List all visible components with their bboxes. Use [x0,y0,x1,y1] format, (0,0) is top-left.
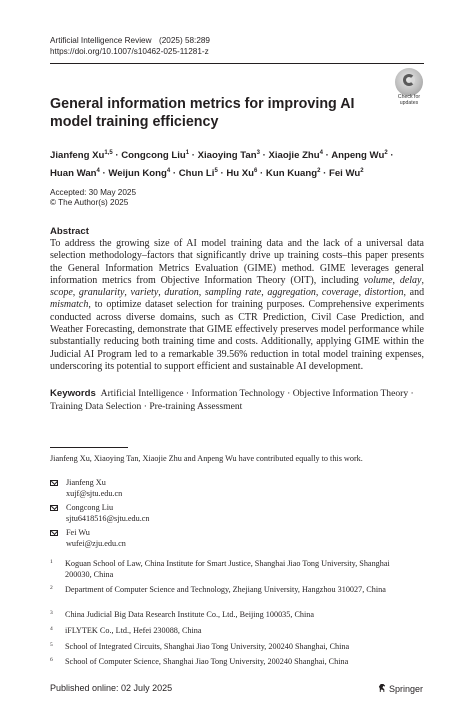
author-name[interactable]: Anpeng Wu [331,150,385,162]
author-name[interactable]: Hu Xu [226,167,255,179]
affiliation-number: 5 [50,642,53,648]
author-name[interactable]: Kun Kuang [265,167,318,179]
affiliation-number: 1 [50,559,53,565]
keyword[interactable]: Information Technology [191,388,285,399]
envelope-icon [50,505,58,511]
corresponding-author-email[interactable]: sjtu6418516@sjtu.edu.cn [66,514,150,523]
abstract-metric-term: aggregation [267,287,316,299]
journal-name: Artificial Intelligence Review [50,36,152,45]
author-name[interactable]: Congcong Liu [121,150,186,162]
published-date: Published online: 02 July 2025 [50,683,173,693]
author-affiliation-ref: 4 [319,150,324,156]
envelope-icon [50,480,58,486]
corresponding-author-email[interactable]: xujf@sjtu.edu.cn [66,489,123,498]
abstract-metric-term: distortion [364,287,404,299]
abstract-metric-term: volume [363,274,393,286]
affiliation-text: School of Computer Science, Shanghai Jiao Tong University, 200240 Shanghai, China [65,657,349,666]
author-name[interactable]: Jianfeng Xu [50,150,105,162]
affiliation-text: China Judicial Big Data Research Institute Co., Ltd., Beijing 100035, China [65,610,314,619]
author-affiliation-ref: 1 [185,150,190,156]
corresponding-author [50,502,250,524]
author-name[interactable]: Weijun Kong [108,167,167,179]
journal-volume: (2025) 58:289 [159,36,210,45]
author-affiliation-ref: 4 [166,167,171,174]
keyword[interactable]: Objective Information Theory [292,388,409,399]
abstract-metric-term: scope [50,287,73,299]
author-name[interactable]: Fei Wu [328,167,361,179]
corresponding-author-name: Fei Wu [66,528,90,537]
affiliation-number: 6 [50,657,53,663]
abstract-metric-term: mismatch [50,299,89,311]
article-meta [50,188,136,209]
publisher [378,683,423,694]
badge-line-2: updates [399,99,419,106]
affiliation-text: Department of Computer Science and Technology, Zhejiang University, Hangzhou 310027, China [65,585,386,594]
author-affiliation-ref: 2 [360,167,364,174]
envelope-icon [50,530,58,536]
footnote-rule [50,447,128,448]
author-affiliation-ref: 2 [384,150,388,156]
author-affiliation-ref: 2 [317,167,321,174]
author-affiliation-ref: 5 [214,167,218,174]
author-name[interactable]: Xiaojie Zhu [268,150,320,162]
abstract-metric-term: sampling rate [204,287,262,299]
abstract-metric-term: delay [399,274,422,286]
corresponding-author [50,477,250,499]
keyword[interactable]: Pre-training Assessment [149,400,243,412]
affiliation [50,585,420,607]
corresponding-author-email[interactable]: wufei@zju.edu.cn [66,539,126,548]
badge-line-1: Check for [397,94,421,100]
affiliation-text: iFLYTEK Co., Ltd., Hefei 230088, China [65,626,202,635]
corresponding-author [50,527,250,549]
doi-link[interactable]: https://doi.org/10.1007/s10462-025-11281-z [50,47,209,56]
affiliation-number: 2 [50,585,53,591]
check-for-updates-icon [395,68,423,96]
author-affiliation-ref: 4 [96,167,100,174]
author-name[interactable]: Huan Wan [50,167,97,179]
equal-contribution-note: Jianfeng Xu, Xiaoying Tan, Xiaojie Zhu and Anpeng Wu have contributed equally to this work. [50,454,363,463]
corresponding-author-name: Congcong Liu [66,503,114,512]
author-affiliation-ref: 1,5 [104,150,113,156]
affiliation-number: 3 [50,610,53,616]
abstract-body: To address the growing size of AI model training data and the lack of a universal data selection methodology–factors that significantly drive up training costs–this paper presents the General Information Metrics Evaluation (GIME) method. GIME leverages general information metrics from Objective Information Theory (OIT), including volume, delay, scope, granularity, variety, duration, sampling rate, aggregation, coverage, distortion, and mismatch, to optimize dataset selection for training purposes. Comprehensive experiments conducted across diverse domains, such as CTR Prediction, Civil Case Prediction, and Weather Forecasting, demonstrate that GIME effectively preserves model performance while substantially reducing both training time and costs. Additionally, applying GIME within the Judicial AI Program led to a remarkable 39.56% reduction in total model training expenses, underscoring its potential to support efficient and sustainable AI development. [50,238,425,372]
springer-horse-icon [378,683,387,693]
abstract-metric-term: duration [164,287,199,299]
author-list: Jianfeng Xu$^{1,5}$ · Congcong Liu$^1$ · Xiaoying Tan$^3$ · Xiaojie Zhu$^4$ · Anpeng $Wu^2$ · Huan Wan$^4$ · Weijun Kong$^4$ · Chun $Li^5 \cdot Hu$ $Xu^6$ · Kun Kuang$^2$ · Fei Wu$^2$ [50,150,394,179]
author-name[interactable]: Xiaoying Tan [197,150,257,162]
affiliation [50,642,420,653]
abstract-heading: Abstract [50,226,89,237]
abstract-metric-term: coverage [321,287,359,299]
author-name[interactable]: Chun Li [178,167,215,179]
header-rule [50,63,424,64]
author-affiliation-ref: 6 [254,167,258,174]
publisher-name: Springer [389,684,424,694]
affiliation [50,559,420,581]
keyword[interactable]: Training Data Selection [50,400,142,412]
affiliation-text: School of Integrated Circuits, Shanghai Jiao Tong University, 200240 Shanghai, China [65,642,350,651]
author-affiliation-ref: 3 [256,150,260,156]
copyright: © The Author(s) 2025 [50,198,129,208]
affiliation-number: 4 [50,626,53,632]
keywords: Keywords Artificial Intelligence · Information Technology · Objective Information Theory · Training Data Selection · Pre-training Assessment [50,388,414,412]
affiliation [50,610,420,621]
accepted-date: Accepted: 30 May 2025 [50,188,137,197]
affiliation [50,626,420,637]
paper-title: General information metrics for improving AI model training efficiency [50,96,355,130]
corresponding-author-name: Jianfeng Xu [66,478,106,487]
abstract-metric-term: variety [130,287,159,299]
keyword[interactable]: Artificial Intelligence [100,388,184,399]
affiliation-text: Koguan School of Law, China Institute for Smart Justice, Shanghai Jiao Tong University, Shanghai 200030, China [65,559,390,579]
abstract-metric-term: granularity [78,287,125,299]
affiliation [50,657,420,668]
check-for-updates-badge[interactable] [394,68,424,106]
keywords-label: Keywords [50,388,96,399]
